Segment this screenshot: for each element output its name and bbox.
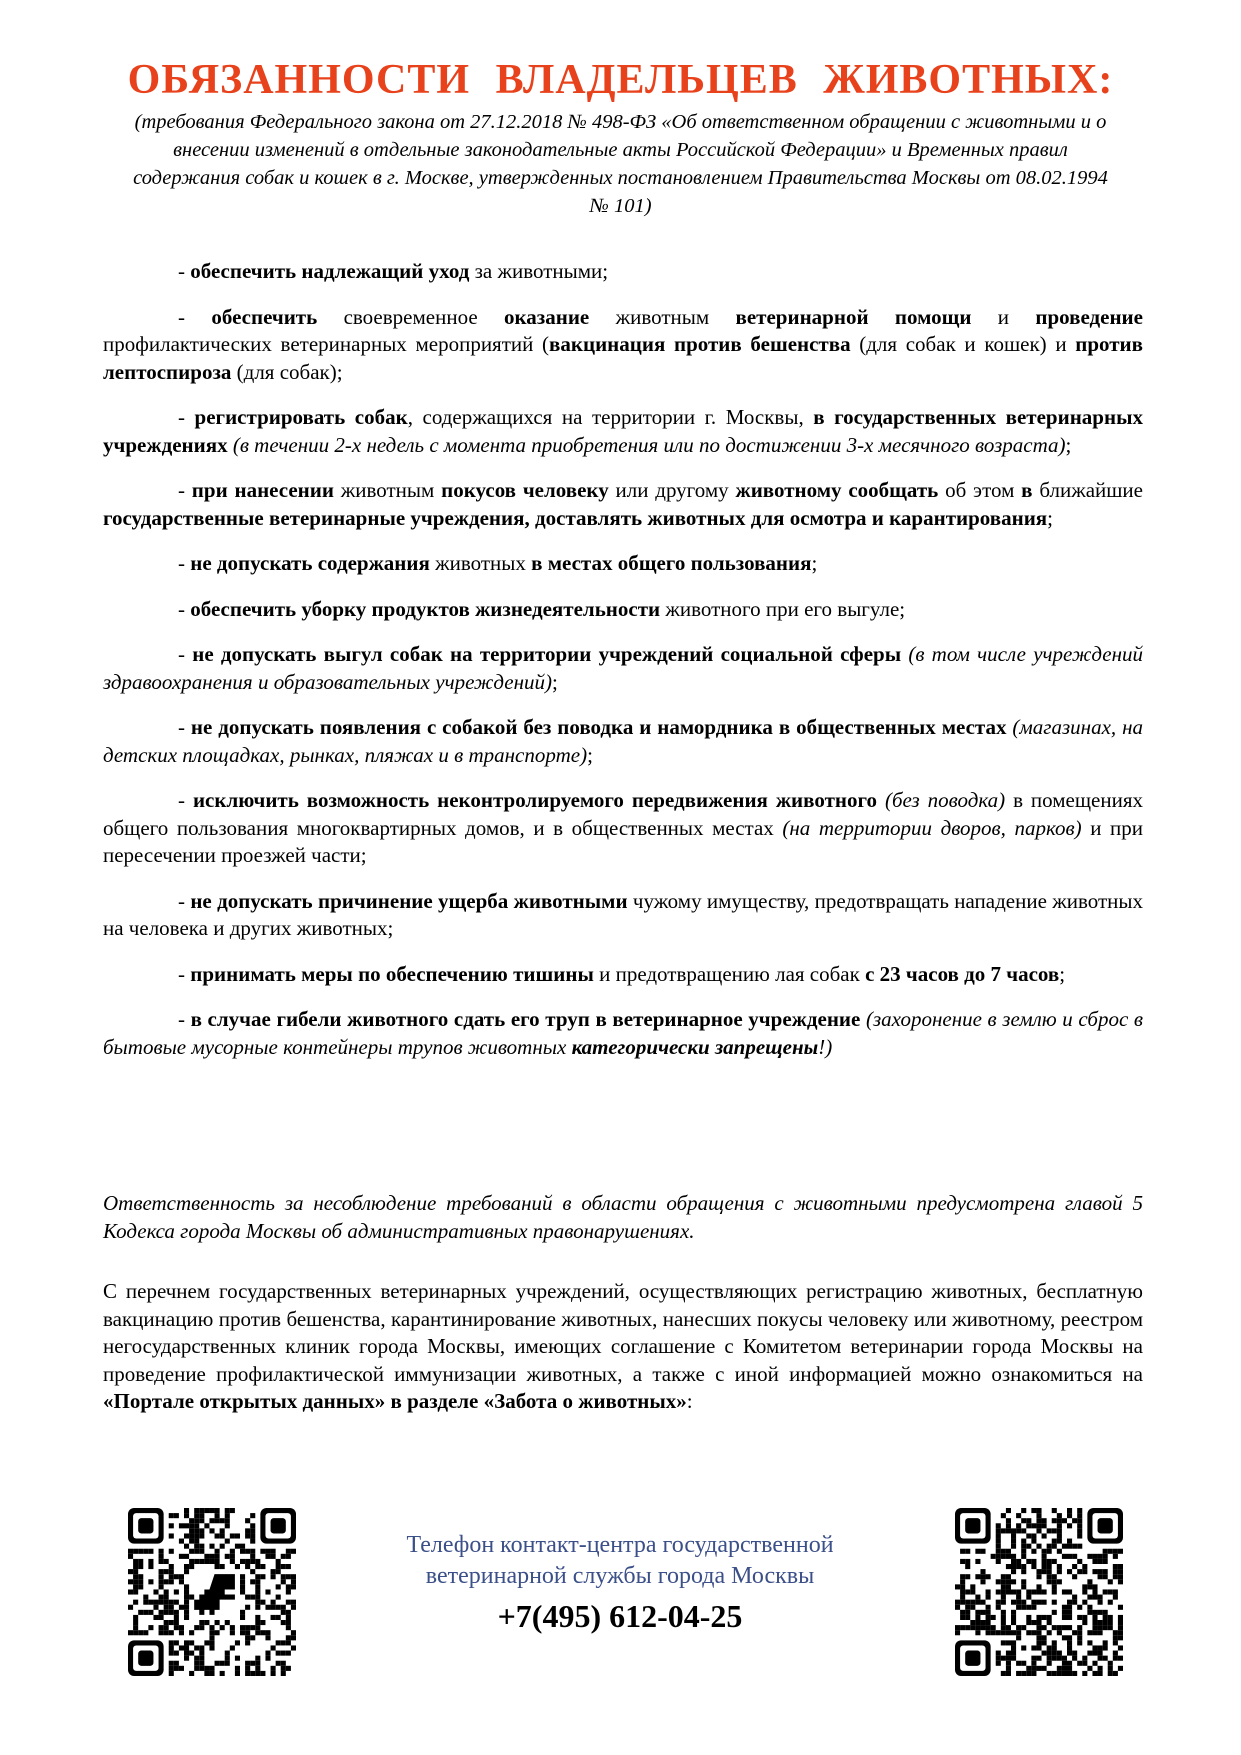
duty-item: - не допускать содержания животных в местах общего пользования; — [178, 551, 818, 575]
duty-item: - не допускать причинение ущерба животными чужому имуществу, предотвращать нападение животных на человека и других животных; — [103, 888, 1143, 940]
duty-text-segment: ближайшие — [1032, 478, 1143, 502]
duty-text-segment: и при пересечении проезжей части; — [103, 815, 1143, 867]
duty-text-segment: животным — [333, 478, 442, 502]
responsibility-note: Ответственность за несоблюдение требований в области обращения с животными предусмотрена главой 5 Кодекса города Москвы об административных правонарушениях. — [103, 1191, 1143, 1243]
duty-text-segment: (в течении 2-х недель с момента приобретения или по достижении 3-х месячного возраста) — [232, 432, 1066, 457]
duty-text-segment: исключить возможность неконтролируемого передвижения животного — [192, 788, 878, 812]
qr-code-right-icon[interactable] — [955, 1508, 1123, 1676]
duty-text-segment: в местах общего пользования — [531, 551, 812, 575]
duty-text-segment: (на территории дворов, парков) — [782, 815, 1082, 840]
page-title: ОБЯЗАННОСТИ ВЛАДЕЛЬЦЕВ ЖИВОТНЫХ: — [127, 57, 1114, 103]
contact-center-label: Телефон контакт-центра государственной ветеринарной службы города Москвы — [406, 1532, 834, 1589]
info-paragraph — [103, 1278, 1143, 1416]
duty-item: - при нанесении животным покусов человеку или другому животному сообщать об этом в ближайшие государственные ветеринарные учреждения, доставлять животных для осмотра и карантирования; — [103, 478, 1143, 530]
dinosaur-icon — [189, 1574, 235, 1615]
duty-item: - обеспечить надлежащий уход за животными; — [178, 259, 609, 283]
duty-text-segment: за животными; — [469, 259, 609, 283]
page-subtitle: (требования Федерального закона от 27.12.2018 № 498-ФЗ «Об ответственном обращении с животными и о внесении изменений в отдельные законодательные акты Российской Федерации» и Временных правил содержания собак и кошек в г. Москве, утвержденных постановлением Правительства Москвы от 08.02.1994 № 101) — [133, 111, 1108, 217]
contact-phone[interactable]: +7(495) 612-04-25 — [497, 1598, 743, 1634]
duty-text-segment: своевременное — [317, 304, 504, 329]
duty-text-segment: государственные ветеринарные учреждения, доставлять животных для осмотра и карантирования — [103, 505, 1048, 530]
duty-text-segment: (захоронение в землю и сброс в бытовые мусорные контейнеры трупов животных — [103, 1007, 1144, 1059]
duty-text-segment: ; — [587, 742, 593, 767]
duty-text-segment: или другому — [608, 478, 736, 502]
duty-item: - в случае гибели животного сдать его труп в ветеринарное учреждение (захоронение в землю и сброс в бытовые мусорные контейнеры трупов животных категорически запрещены!) — [103, 1007, 1144, 1059]
duty-text-segment: профилактических ветеринарных мероприятий ( — [103, 332, 550, 356]
duty-text-segment: !) — [818, 1034, 833, 1059]
duty-text-segment: в случае гибели животного сдать его труп в ветеринарное учреждение — [190, 1007, 861, 1031]
duty-text-segment: в государственных ветеринарных учреждениях — [103, 405, 1143, 457]
duty-text-segment: животных — [429, 551, 532, 575]
portal-link-text: «Портале открытых данных» в разделе «Забота о животных» — [103, 1389, 687, 1413]
duty-item: - исключить возможность неконтролируемого передвижения животного (без поводка) в помещениях общего пользования многоквартирных домов, и в общественных местах (на территории дворов, парков) и при пересечении проезжей части; — [103, 788, 1144, 867]
duty-text-segment: ветеринарной помощи — [735, 304, 972, 329]
duty-text-segment: (в том числе учреждений здравоохранения и образовательных учреждений) — [103, 642, 1143, 694]
duty-text-segment — [877, 788, 885, 812]
duty-text-segment: ; — [811, 551, 818, 575]
duty-item: - регистрировать собак, содержащихся на территории г. Москвы, в государственных ветеринарных учреждениях (в течении 2-х недель с момента приобретения или по достижении 3-х месячного возраста); — [103, 405, 1143, 457]
duty-text-segment: обеспечить надлежащий уход — [190, 259, 470, 283]
duty-text-segment: ; — [552, 669, 558, 694]
duty-text-segment: покусов человеку — [441, 478, 609, 502]
duty-text-segment: с 23 часов до 7 часов — [865, 961, 1060, 986]
duty-text-segment: чужому имуществу, предотвращать нападение животных на человека и других животных; — [103, 888, 1143, 940]
duty-item: - обеспечить своевременное оказание животным ветеринарной помощи и проведение профилактических ветеринарных мероприятий (вакцинация против бешенства (для собак и кошек) и против лептоспироза (для собак); — [103, 304, 1143, 384]
duty-text-segment: (магазинах, на детских площадках, рынках, пляжах и в транспорте) — [103, 715, 1144, 767]
duty-text-segment: оказание — [504, 304, 590, 329]
duty-text-segment: категорически запрещены — [571, 1034, 819, 1059]
duty-text-segment: об этом — [938, 478, 1022, 502]
duty-text-segment: в — [1021, 478, 1033, 502]
contact-block — [400, 1530, 840, 1635]
duty-text-segment: регистрировать собак — [194, 405, 408, 429]
duty-text-segment: и — [971, 304, 1036, 329]
duty-text-segment: в помещениях общего пользования многоквартирных домов, и в общественных местах — [103, 788, 1144, 840]
duty-text-segment: принимать меры по обеспечению тишины — [190, 961, 594, 986]
qr-code-left-icon[interactable] — [128, 1508, 296, 1676]
duty-text-segment: проведение — [1035, 304, 1143, 329]
duty-text-segment: не допускать появления с собакой без поводка и намордника в общественных местах — [190, 715, 1007, 739]
duty-text-segment: ; — [1059, 961, 1066, 986]
duty-text-segment: не допускать выгул собак на территории учреждений социальной сферы — [192, 642, 902, 666]
duty-text-segment: (для собак); — [231, 359, 343, 384]
duty-text-segment: ; — [1065, 432, 1072, 457]
duties-list — [103, 258, 1143, 1079]
duty-item: - не допускать выгул собак на территории учреждений социальной сферы (в том числе учреждений здравоохранения и образовательных учреждений); — [103, 642, 1143, 694]
duty-text-segment: животным — [589, 304, 736, 329]
duty-text-segment: против лептоспироза — [103, 332, 1143, 384]
info-text: С перечнем государственных ветеринарных учреждений, осуществляющих регистрацию животных, бесплатную вакцинацию против бешенства, карантинирование животных, нанесших покусы человеку или животному, реестром негосударственных клиник города Москвы, имеющих соглашение с Комитетом ветеринарии города Москвы на проведение профилактической иммунизации животных, а также с иной информацией можно ознакомиться на — [103, 1279, 1143, 1386]
duty-text-segment: , содержащихся на территории г. Москвы, — [407, 405, 814, 429]
duty-text-segment: (для собак и кошек) и — [850, 332, 1076, 356]
duty-text-segment: при нанесении — [191, 478, 334, 502]
duty-item: - принимать меры по обеспечению тишины и предотвращению лая собак с 23 часов до 7 часов; — [178, 961, 1066, 986]
duty-item: - обеспечить уборку продуктов жизнедеятельности животного при его выгуле; — [178, 596, 906, 621]
duty-text-segment: не допускать причинение ущерба животными — [190, 888, 628, 913]
duty-text-segment: обеспечить — [211, 304, 318, 329]
duty-text-segment: ; — [1047, 505, 1054, 530]
info-tail: : — [686, 1389, 693, 1413]
duty-text-segment: и предотвращению лая собак — [593, 961, 866, 986]
duty-item: - не допускать появления с собакой без поводка и намордника в общественных местах (магазинах, на детских площадках, рынках, пляжах и в транспорте); — [103, 715, 1144, 767]
duty-text-segment: (без поводка) — [884, 788, 1006, 812]
duty-text-segment: животному сообщать — [735, 478, 939, 502]
duty-text-segment: обеспечить уборку продуктов жизнедеятельности — [190, 596, 661, 621]
duty-text-segment: животного при его выгуле; — [660, 596, 906, 621]
duty-text-segment: не допускать содержания — [190, 551, 430, 575]
duty-text-segment: вакцинация против бешенства — [549, 332, 851, 356]
